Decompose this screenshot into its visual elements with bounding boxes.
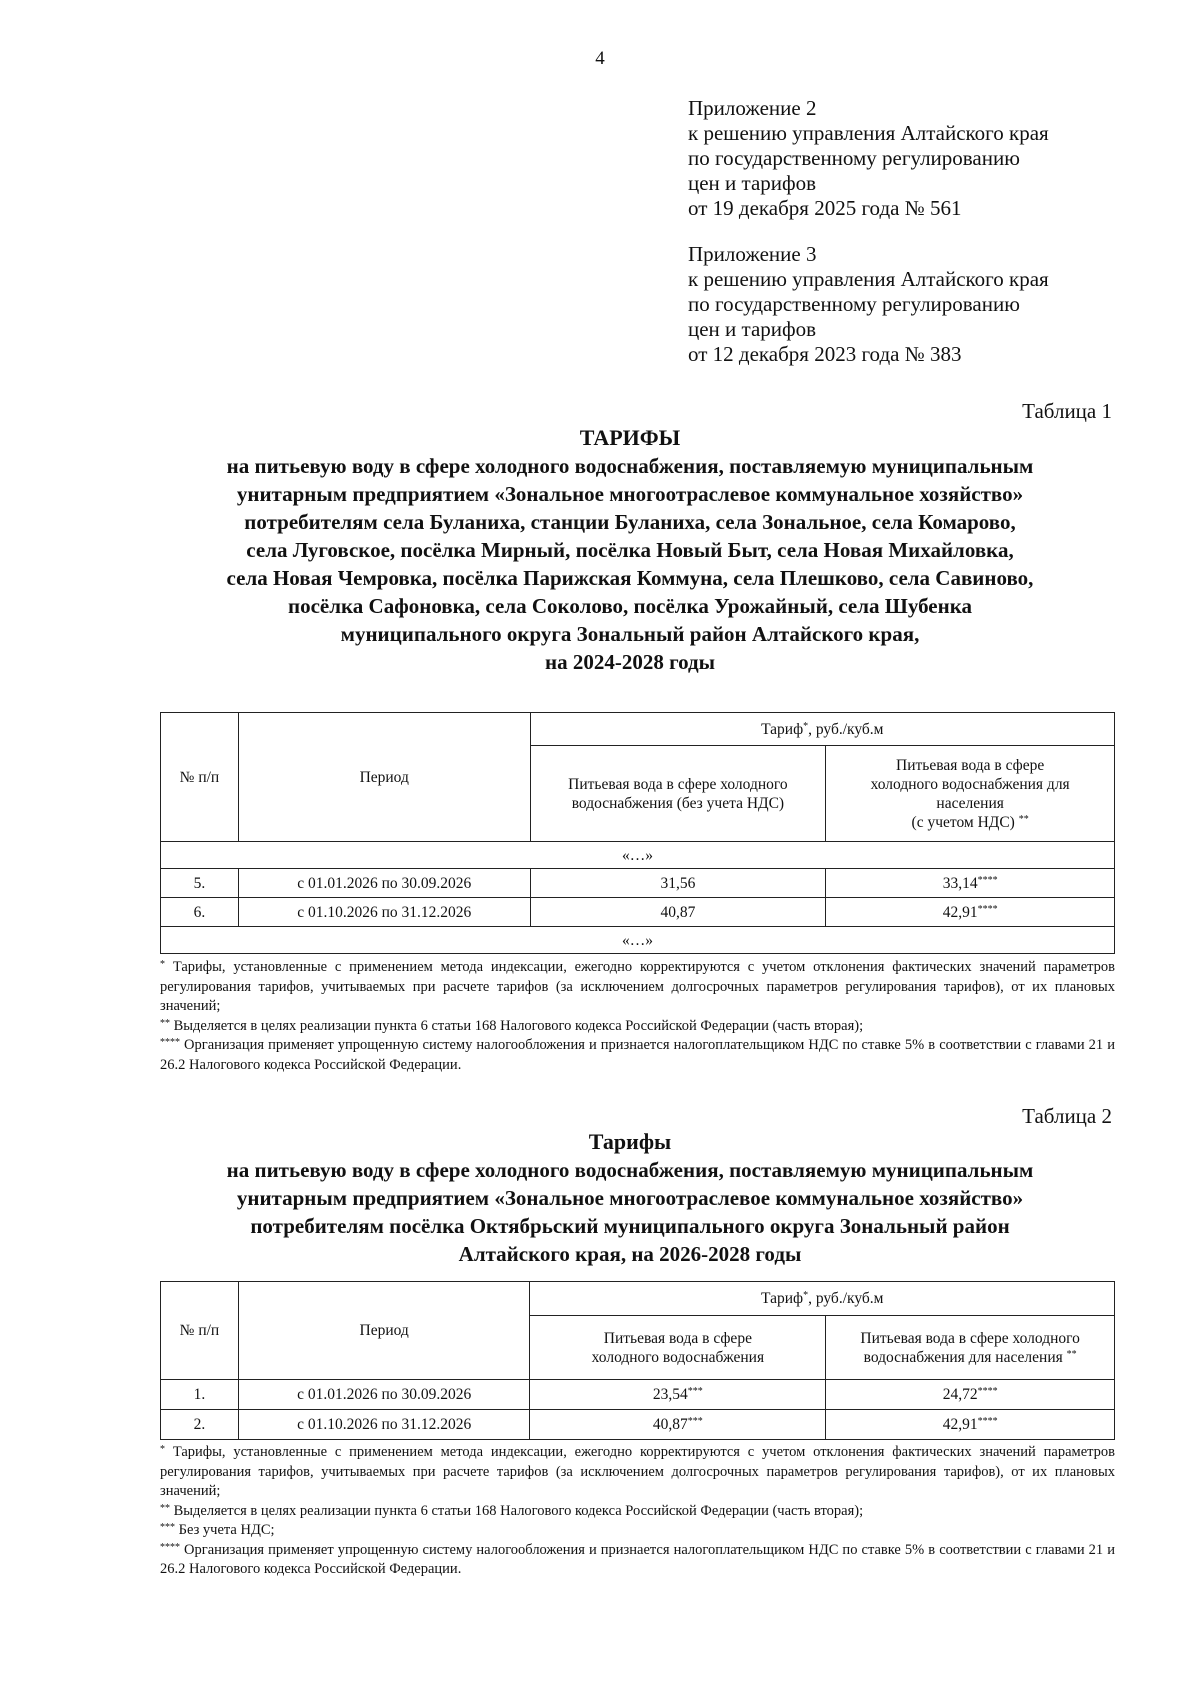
row-value-2 [826, 898, 1115, 927]
row-num: 2. [161, 1410, 239, 1440]
appendix-line: по государственному регулированию [688, 146, 1020, 170]
row-num: 6. [161, 898, 239, 927]
footnote-mark: **** [160, 1037, 180, 1048]
row-period: с 01.10.2026 по 31.12.2026 [238, 898, 530, 927]
table-row [161, 898, 1115, 927]
footnote-mark: **** [977, 1386, 998, 1397]
value: 23,54 [652, 1386, 688, 1403]
row-value-1 [530, 1410, 826, 1440]
title-line: потребителям посёлка Октябрьский муниципального округа Зональный район [250, 1214, 1010, 1238]
header-num: № п/п [161, 1282, 239, 1380]
row-num: 5. [161, 869, 239, 898]
footnote [160, 958, 1115, 1017]
title-line: на питьевую воду в сфере холодного водоснабжения, поставляемую муниципальным [226, 454, 1034, 478]
header-col2-line: Питьевая вода в сфере [896, 756, 1045, 774]
row-period: с 01.01.2026 по 30.09.2026 [238, 1380, 530, 1410]
value: 31,56 [660, 874, 696, 892]
title-line: села Луговское, посёлка Мирный, посёлка Новый Быт, села Новая Михайловка, [246, 538, 1014, 562]
footnote-text: Без учета НДС; [175, 1522, 275, 1538]
table-2-title [150, 1128, 1110, 1268]
title-line: Алтайского края, на 2026-2028 годы [458, 1242, 802, 1266]
tariff-table-2 [160, 1281, 1115, 1440]
header-tariff [530, 1282, 1115, 1316]
header-col2-line: холодного водоснабжения для [870, 775, 1070, 793]
header-col2 [826, 1316, 1115, 1380]
row-num: 1. [161, 1380, 239, 1410]
header-tariff-prefix: Тариф [761, 720, 804, 738]
footnote-mark: **** [977, 1416, 998, 1427]
footnote-mark: ** [160, 1017, 170, 1029]
footnote-mark: **** [977, 903, 998, 915]
footnote-mark: ** [160, 1502, 170, 1514]
title-line: на питьевую воду в сфере холодного водоснабжения, поставляемую муниципальным [226, 1158, 1034, 1182]
title-line: муниципального округа Зональный район Алтайского края, [340, 622, 920, 646]
row-value-1 [530, 869, 826, 898]
footnote-mark: **** [160, 1541, 180, 1553]
footnote [160, 1521, 1115, 1541]
page-number: 4 [595, 48, 605, 69]
header-col1 [530, 746, 826, 842]
title-line: посёлка Сафоновка, села Соколово, посёлка Урожайный, села Шубенка [287, 594, 972, 618]
row-value-1 [530, 898, 826, 927]
header-tariff-prefix: Тариф [761, 1290, 804, 1307]
appendix-2-header [688, 96, 1158, 221]
header-col2-line: населения [936, 794, 1004, 812]
footnote-mark: *** [160, 1522, 175, 1533]
footnote-mark: ** [1066, 1348, 1077, 1360]
appendix-line: к решению управления Алтайского края [688, 267, 1049, 291]
header-tariff [530, 713, 1114, 746]
row-value-2 [826, 1380, 1115, 1410]
footnote [160, 1502, 1115, 1522]
header-num: № п/п [161, 713, 239, 842]
title-line: унитарным предприятием «Зональное многоотраслевое коммунальное хозяйство» [236, 1186, 1024, 1210]
table-1-title-main: ТАРИФЫ [579, 425, 681, 450]
value: 40,87 [660, 903, 696, 921]
appendix-line: от 12 декабря 2023 года № 383 [688, 342, 962, 366]
footnote [160, 1541, 1115, 1580]
footnote-text: Выделяется в целях реализации пункта 6 статьи 168 Налогового кодекса Российской Федерации (часть вторая); [170, 1017, 864, 1034]
table-2-label: Таблица 2 [1022, 1104, 1112, 1128]
appendix-line: цен и тарифов [688, 171, 817, 195]
value: 33,14 [942, 874, 978, 892]
title-line: на 2024-2028 годы [544, 650, 716, 674]
row-value-1 [530, 1380, 826, 1410]
header-col1 [530, 1316, 826, 1380]
row-period: с 01.10.2026 по 31.12.2026 [238, 1410, 530, 1440]
footnote-text: Тарифы, установленные с применением метода индексации, ежегодно корректируются с учетом отклонения фактических значений параметров регулирования тарифов, учитываемых при расчете тарифов (за исключением долгосрочных параметров регулирования тарифов), от их плановых значений; [160, 959, 1115, 1014]
header-tariff-suffix: , руб./куб.м [808, 1290, 884, 1307]
footnote-text: Организация применяет упрощенную систему налогообложения и признается налогоплательщиком НДС по ставке 5% в соответствии с главами 21 и 26.2 Налогового кодекса Российской Федерации. [160, 1541, 1115, 1577]
header-col2-wrap [830, 1329, 1110, 1367]
header-col1-text: Питьевая вода в сфере холодного водоснабжения [591, 1329, 765, 1366]
value: 42,91 [942, 1416, 978, 1433]
footnote-text: Организация применяет упрощенную систему налогообложения и признается налогоплательщиком НДС по ставке 5% в соответствии с главами 21 и 26.2 Налогового кодекса Российской Федерации. [160, 1037, 1115, 1073]
footnote-mark: * [160, 1444, 165, 1455]
appendix-line: к решению управления Алтайского края [688, 121, 1049, 145]
appendix-line: цен и тарифов [688, 317, 817, 341]
header-col2 [826, 746, 1115, 842]
appendix-3-header [688, 242, 1158, 367]
table-1-footnotes [160, 958, 1115, 1075]
table-row [161, 869, 1115, 898]
tariff-table-1 [160, 712, 1115, 954]
table-row [161, 1380, 1115, 1410]
footnote-mark: ** [1018, 813, 1029, 825]
appendix-line: Приложение 2 [688, 96, 817, 120]
header-col1-text: Питьевая вода в сфере холодного водоснабжения (без учета НДС) [568, 775, 788, 812]
value: 24,72 [942, 1386, 978, 1403]
appendix-line: Приложение 3 [688, 242, 817, 266]
header-tariff-suffix: , руб./куб.м [808, 720, 884, 738]
footnote-mark: * [803, 1290, 809, 1301]
footnote-mark: *** [687, 1386, 703, 1397]
title-line: села Новая Чемровка, посёлка Парижская Коммуна, села Плешково, села Савиново, [226, 566, 1034, 590]
footnote-mark: *** [687, 1416, 703, 1427]
footnote-text: Выделяется в целях реализации пункта 6 статьи 168 Налогового кодекса Российской Федерации (часть вторая); [170, 1502, 864, 1519]
ellipsis-row: «…» [161, 927, 1115, 954]
appendix-line: по государственному регулированию [688, 292, 1020, 316]
row-value-2 [826, 1410, 1115, 1440]
title-line: потребителям села Буланиха, станции Буланиха, села Зональное, села Комарово, [244, 510, 1016, 534]
table-2-footnotes [160, 1443, 1115, 1580]
table-1-title [150, 424, 1110, 676]
ellipsis-row: «…» [161, 842, 1115, 869]
header-col2-line [830, 813, 1110, 832]
footnote [160, 1017, 1115, 1037]
footnote-mark: * [160, 959, 165, 970]
table-1-label: Таблица 1 [1022, 399, 1112, 423]
value: 40,87 [652, 1416, 688, 1433]
header-col2-text: Питьевая вода в сфере холодного водоснабжения для населения [860, 1329, 1080, 1366]
header-period: Период [238, 713, 530, 842]
table-2-title-main: Тарифы [588, 1129, 672, 1154]
row-period: с 01.01.2026 по 30.09.2026 [238, 869, 530, 898]
title-line: унитарным предприятием «Зональное многоотраслевое коммунальное хозяйство» [236, 482, 1024, 506]
footnote [160, 1036, 1115, 1075]
header-period: Период [238, 1282, 530, 1380]
appendix-line: от 19 декабря 2025 года № 561 [688, 196, 962, 220]
table-row [161, 1410, 1115, 1440]
row-value-2 [826, 869, 1115, 898]
footnote-mark: * [803, 720, 809, 732]
footnote-mark: **** [977, 874, 998, 886]
footnote-text: Тарифы, установленные с применением метода индексации, ежегодно корректируются с учетом отклонения фактических значений параметров регулирования тарифов, учитываемых при расчете тарифов (за исключением долгосрочных параметров регулирования тарифов), от их плановых значений; [160, 1444, 1115, 1499]
header-col2-last: (с учетом НДС) [911, 813, 1015, 831]
footnote [160, 1443, 1115, 1502]
value: 42,91 [942, 903, 978, 921]
